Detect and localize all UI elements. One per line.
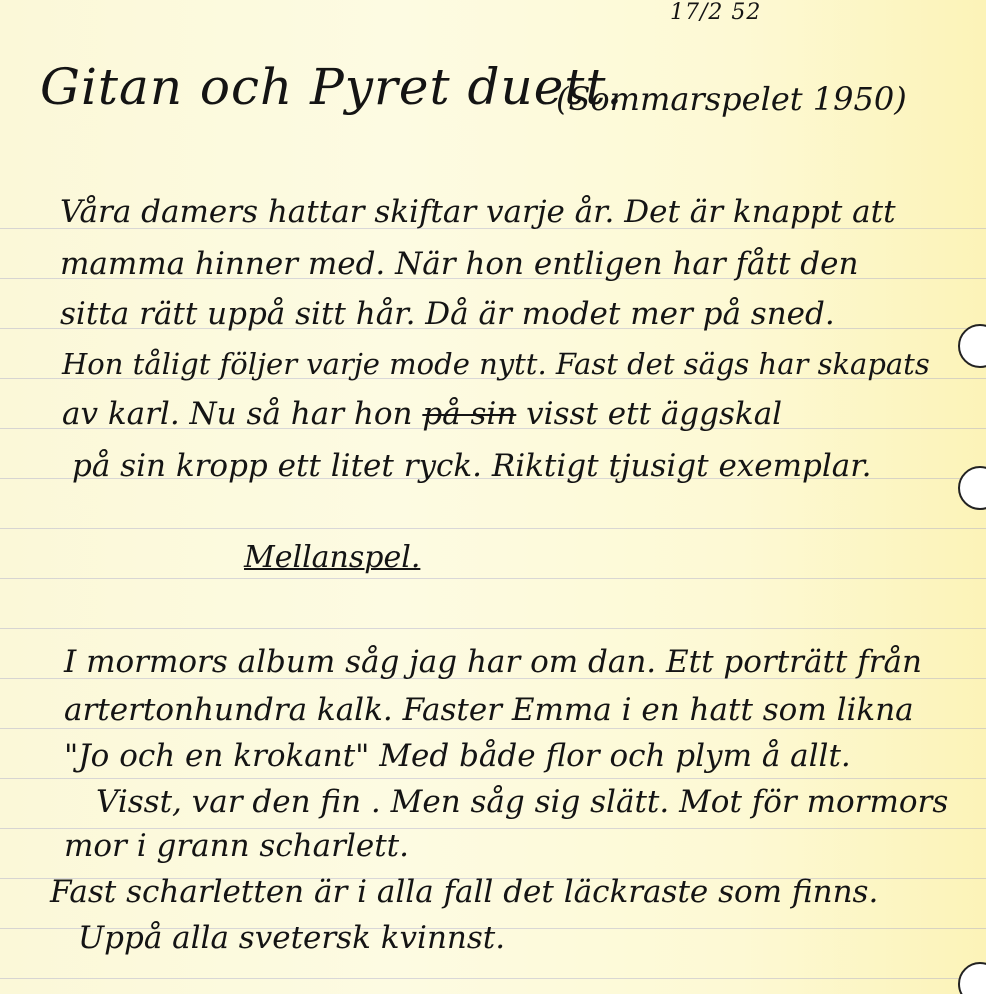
struck-out-text: på sin — [422, 396, 517, 432]
ruled-line — [0, 778, 986, 779]
song-subtitle: (Sommarspelet 1950) — [556, 80, 907, 118]
verse-line: Visst, var den fin . Men såg sig slätt. Mot för mormors — [96, 784, 949, 820]
verse-line: Hon tåligt följer varje mode nytt. Fast det sägs har skapats — [62, 347, 930, 381]
verse-line-end: visst ett äggskal — [526, 396, 783, 432]
binder-hole — [958, 324, 986, 368]
ruled-line — [0, 628, 986, 629]
interlude-heading: Mellanspel. — [244, 540, 421, 575]
verse-line: Uppå alla svetersk kvinnst. — [78, 920, 506, 956]
verse-line: mamma hinner med. När hon entligen har fått den — [60, 246, 859, 282]
binder-hole — [958, 962, 986, 994]
verse-line: på sin kropp ett litet ryck. Riktigt tjusigt exemplar. — [72, 448, 872, 484]
binder-hole — [958, 466, 986, 510]
verse-line: I mormors album såg jag har om dan. Ett porträtt från — [64, 644, 922, 680]
ruled-line — [0, 978, 986, 979]
verse-line — [62, 394, 782, 434]
verse-line-start: av karl. Nu så har hon — [62, 396, 413, 432]
verse-line: Våra damers hattar skiftar varje år. Det är knappt att — [60, 194, 896, 230]
verse-line: mor i grann scharlett. — [64, 828, 409, 864]
date-note: 17/2 52 — [670, 0, 762, 25]
song-title: Gitan och Pyret duett. — [40, 58, 624, 116]
verse-line: "Jo och en krokant" Med både flor och plym å allt. — [64, 738, 851, 774]
verse-line: Fast scharletten är i alla fall det läckraste som finns. — [50, 874, 879, 910]
verse-line: sitta rätt uppå sitt hår. Då är modet mer på sned. — [60, 296, 835, 332]
ruled-line — [0, 578, 986, 579]
verse-line: artertonhundra kalk. Faster Emma i en hatt som likna — [64, 692, 914, 728]
ruled-line — [0, 528, 986, 529]
